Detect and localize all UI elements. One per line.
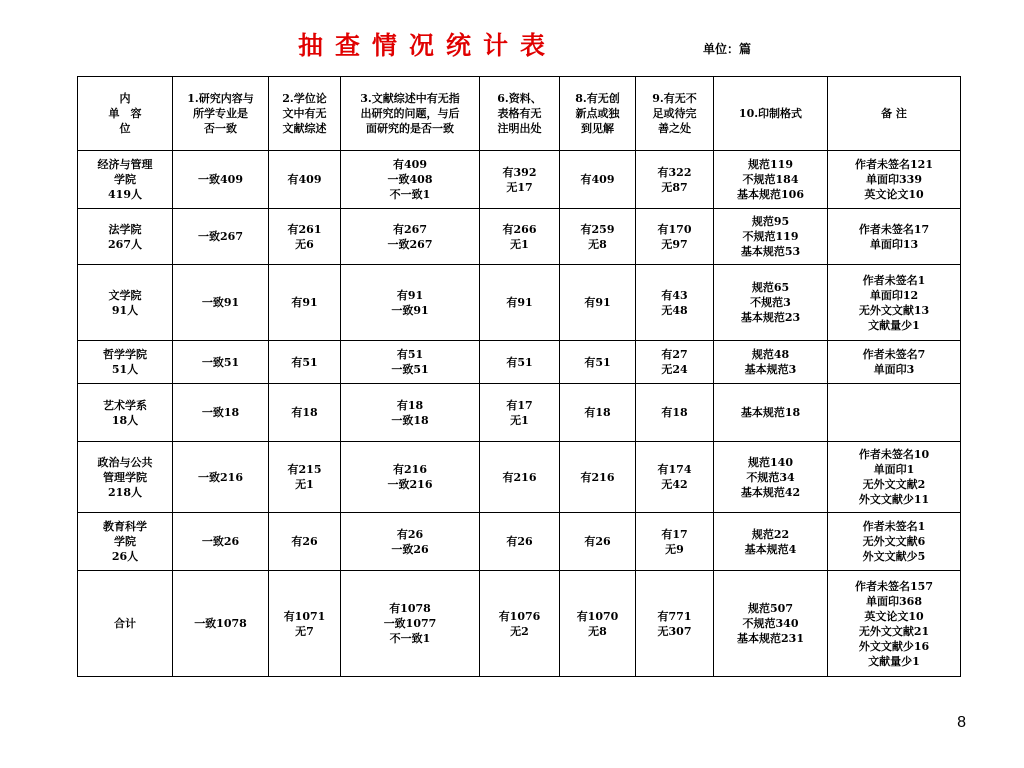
table-cell: 作者未签名10 单面印1 无外文文献2 外文文献少11 [828,442,961,513]
table-cell: 有771 无307 [636,571,714,677]
table-cell: 有18 [269,384,341,442]
table-row [78,209,961,265]
table-cell: 有91 一致91 [341,265,480,341]
header-cell-unit: 内 单 容 位 [78,77,173,151]
table-row-total [78,571,961,677]
table-cell: 一致216 [173,442,269,513]
table-cell: 有26 [480,513,560,571]
table-row [78,265,961,341]
table-cell: 有51 [269,341,341,384]
header-cell-review-consistency: 3.文献综述中有无指 出研究的问题，与后 面研究的是否一致 [341,77,480,151]
table-cell: 一致1078 [173,571,269,677]
table-cell: 一致91 [173,265,269,341]
table-cell: 有1076 无2 [480,571,560,677]
table-cell: 有51 [480,341,560,384]
table-cell: 规范95 不规范119 基本规范53 [714,209,828,265]
table-cell: 规范507 不规范340 基本规范231 [714,571,828,677]
table-cell: 有409 [269,151,341,209]
table-cell: 基本规范18 [714,384,828,442]
table-cell: 有17 无1 [480,384,560,442]
table-cell: 一致409 [173,151,269,209]
header-cell-print-format: 10.印制格式 [714,77,828,151]
table-cell: 有91 [560,265,636,341]
table-cell: 作者未签名17 单面印13 [828,209,961,265]
statistics-table [77,76,961,677]
header-cell-shortcomings: 9.有无不 足或待完 善之处 [636,77,714,151]
table-cell: 作者未签名7 单面印3 [828,341,961,384]
table-cell: 有392 无17 [480,151,560,209]
header-cell-content-match: 1.研究内容与 所学专业是 否一致 [173,77,269,151]
table-header-row [78,77,961,151]
table-cell: 有216 [560,442,636,513]
table-cell: 有51 [560,341,636,384]
table-cell: 规范140 不规范34 基本规范42 [714,442,828,513]
table-cell: 一致18 [173,384,269,442]
table-cell: 一致51 [173,341,269,384]
table-cell: 有409 [560,151,636,209]
table-cell: 有215 无1 [269,442,341,513]
table-cell: 文学院 91人 [78,265,173,341]
header-cell-literature-review: 2.学位论 文中有无 文献综述 [269,77,341,151]
header-cell-source-citation: 6.资料、 表格有无 注明出处 [480,77,560,151]
table-row [78,384,961,442]
table-cell: 有1078 一致1077 不一致1 [341,571,480,677]
table-cell: 规范65 不规范3 基本规范23 [714,265,828,341]
table-cell: 有51 一致51 [341,341,480,384]
table-cell: 有409 一致408 不一致1 [341,151,480,209]
table-cell: 作者未签名1 单面印12 无外文文献13 文献量少1 [828,265,961,341]
table-cell: 有43 无48 [636,265,714,341]
table-cell: 政治与公共 管理学院 218人 [78,442,173,513]
table-cell: 一致267 [173,209,269,265]
table-cell: 有267 一致267 [341,209,480,265]
table-cell: 有26 一致26 [341,513,480,571]
table-cell: 有259 无8 [560,209,636,265]
header-cell-innovation: 8.有无创 新点或独 到见解 [560,77,636,151]
table-cell: 作者未签名1 无外文文献6 外文文献少5 [828,513,961,571]
page-number: 8 [957,714,966,731]
title-text: 抽查情况统计表 [298,31,558,60]
table-cell: 作者未签名121 单面印339 英文论文10 [828,151,961,209]
header-cell-remarks: 备 注 [828,77,961,151]
table-cell: 经济与管理 学院 419人 [78,151,173,209]
table-cell: 规范48 基本规范3 [714,341,828,384]
table-cell: 法学院 267人 [78,209,173,265]
table-cell: 一致26 [173,513,269,571]
table-cell: 教育科学 学院 26人 [78,513,173,571]
table-cell: 有266 无1 [480,209,560,265]
table-cell: 有18 [636,384,714,442]
table-cell: 规范119 不规范184 基本规范106 [714,151,828,209]
table-cell: 有26 [269,513,341,571]
table-row [78,151,961,209]
table-cell: 艺术学系 18人 [78,384,173,442]
table-cell: 有26 [560,513,636,571]
table-cell: 有174 无42 [636,442,714,513]
table-cell: 有1070 无8 [560,571,636,677]
table-cell: 哲学学院 51人 [78,341,173,384]
table-cell: 有17 无9 [636,513,714,571]
table-cell: 有91 [269,265,341,341]
table-cell: 有216 [480,442,560,513]
table-cell: 作者未签名157 单面印368 英文论文10 无外文文献21 外文文献少16 文献量少1 [828,571,961,677]
unit-label: 单位：篇 [703,42,752,56]
table-row [78,442,961,513]
table-row [78,341,961,384]
table-row [78,513,961,571]
table-cell: 有1071 无7 [269,571,341,677]
table-cell: 合计 [78,571,173,677]
table-cell [828,384,961,442]
table-cell: 有91 [480,265,560,341]
table-cell: 有216 一致216 [341,442,480,513]
table-cell: 有18 [560,384,636,442]
table-cell: 有261 无6 [269,209,341,265]
table-cell: 有18 一致18 [341,384,480,442]
table-cell: 有322 无87 [636,151,714,209]
table-cell: 有170 无97 [636,209,714,265]
table-cell: 有27 无24 [636,341,714,384]
table-cell: 规范22 基本规范4 [714,513,828,571]
